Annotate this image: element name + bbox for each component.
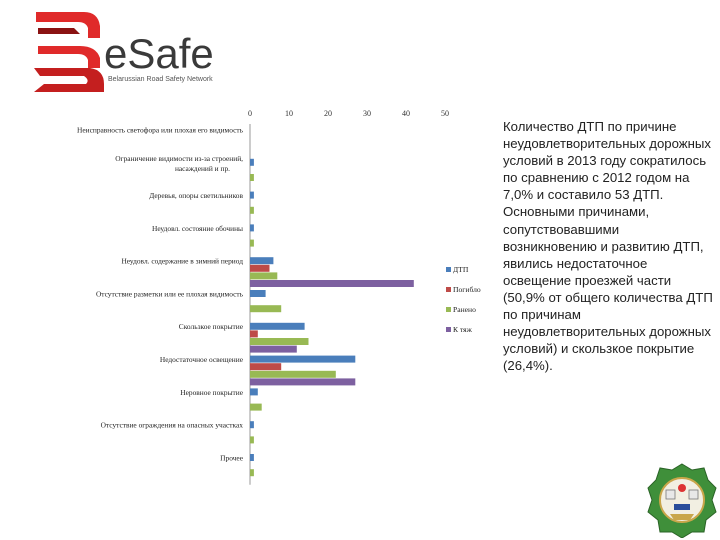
bar-Ранено-5 (250, 305, 281, 312)
bar-Погибло-4 (250, 265, 270, 272)
bar-Ранено-1 (250, 174, 254, 181)
x-tick-label: 50 (441, 109, 449, 118)
legend (446, 265, 481, 334)
category-label: Неисправность светофора или плохая его видимость (77, 125, 243, 135)
bar-ДТП-7 (250, 356, 355, 363)
logo-tagline: Belarussian Road Safety Network (108, 76, 213, 83)
bar-Ранено-4 (250, 272, 277, 279)
category-label: Недостаточное освещение (159, 355, 243, 364)
bar-ДТП-6 (250, 323, 305, 330)
category-label: Ограничение видимости из-за строений, насаждений и пр. (115, 154, 243, 174)
bar-Ранено-3 (250, 240, 254, 247)
category-label: Прочее (220, 453, 243, 463)
bar-Ранено-6 (250, 338, 309, 345)
bar-ДТП-2 (250, 192, 254, 199)
bar-Ранено-7 (250, 371, 336, 378)
legend-label: Ранено (453, 305, 476, 314)
x-tick-label: 0 (248, 109, 252, 118)
category-label: Отсутствие разметки или ее плохая видимость (95, 289, 243, 299)
bar-ДТП-10 (250, 454, 254, 461)
bar-chart (0, 100, 500, 540)
category-label: Скользкое покрытие (178, 322, 243, 332)
bar-Погибло-7 (250, 363, 281, 370)
category-labels (77, 125, 244, 462)
legend-swatch (446, 267, 451, 272)
bar-ДТП-3 (250, 224, 254, 231)
legend-label: К тяж (453, 325, 472, 334)
category-label: Отсутствие ограждения на опасных участках (100, 420, 243, 430)
legend-label: Погибло (453, 285, 481, 294)
legend-swatch (446, 327, 451, 332)
x-axis-ticks (248, 109, 449, 118)
x-tick-label: 10 (285, 109, 293, 118)
category-label: Неудовл. состояние обочины (151, 223, 243, 233)
legend-swatch (446, 287, 451, 292)
bar-К тяж-7 (250, 378, 355, 385)
bar-Ранено-9 (250, 436, 254, 443)
bar-ДТП-8 (250, 388, 258, 395)
bar-К тяж-6 (250, 346, 297, 353)
description-text: Количество ДТП по причине неудовлетворительных дорожных условий в 2013 году сократилось по сравнению с 2012 годом на 7,0% и составило 53 ДТП. Основными причинами, сопутствовавшими возникновению и развитию ДТП, явились недостаточное освещение проезжей части (50,9% от общего количества ДТП по причинам неудовлетворительных дорожных условий) и скользкое покрытие (26,4%). (503, 119, 713, 374)
esafe-logo (28, 8, 228, 103)
bar-ДТП-1 (250, 159, 254, 166)
bar-К тяж-4 (250, 280, 414, 287)
logo-brand-name: eSafe (104, 30, 214, 77)
x-tick-label: 40 (402, 109, 410, 118)
category-label: Неровное покрытие (180, 387, 243, 397)
legend-swatch (446, 307, 451, 312)
bar-Ранено-2 (250, 207, 254, 214)
x-tick-label: 20 (324, 109, 332, 118)
bar-Ранено-10 (250, 469, 254, 476)
legend-label: ДТП (453, 265, 469, 274)
bars (250, 159, 414, 476)
category-label: Деревья, опоры светильников (149, 191, 243, 200)
bar-ДТП-9 (250, 421, 254, 428)
bar-Погибло-6 (250, 330, 258, 337)
category-label: Неудовл. содержание в зимний период (121, 256, 243, 266)
bar-ДТП-5 (250, 290, 266, 297)
bar-Ранено-8 (250, 404, 262, 411)
road-safety-emblem-icon (646, 462, 718, 538)
x-tick-label: 30 (363, 109, 371, 118)
bar-ДТП-4 (250, 257, 273, 264)
logo-ribbon-icon (34, 12, 104, 92)
